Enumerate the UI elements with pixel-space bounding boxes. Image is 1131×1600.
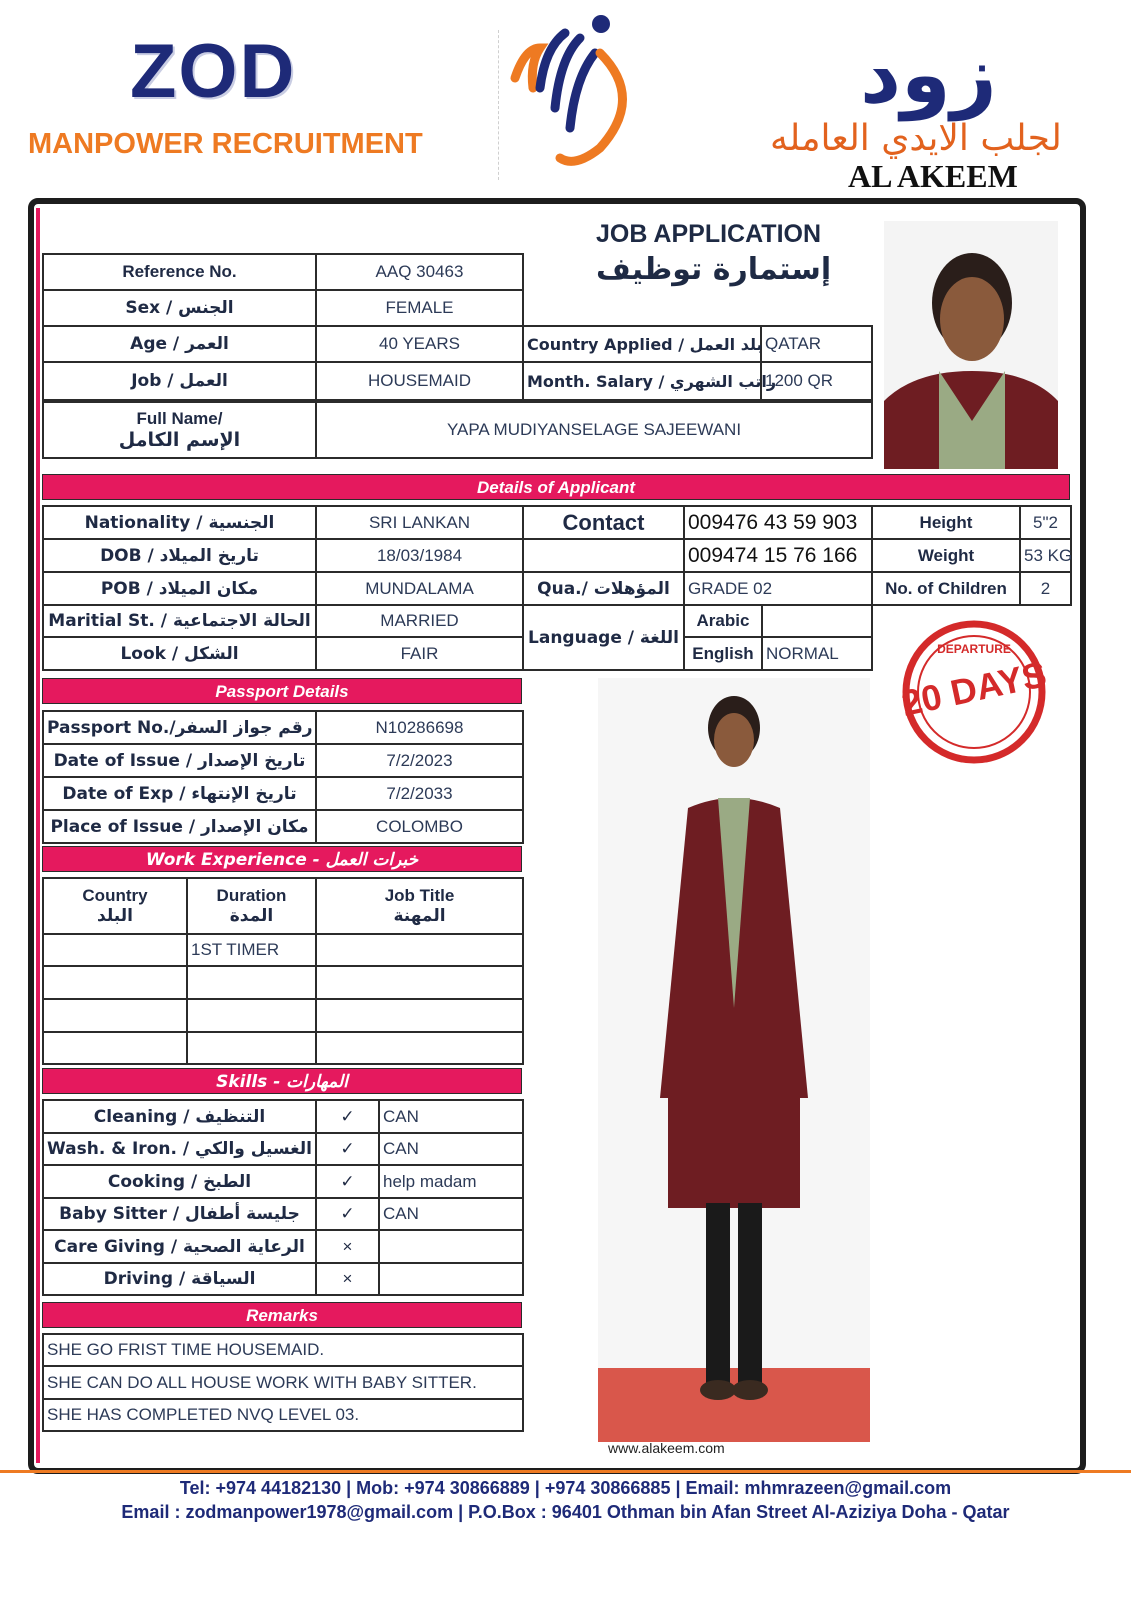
- exp-date-value: 7/2/2033: [316, 777, 523, 810]
- contact-empty-cell: [523, 539, 684, 572]
- qua-label: Qua./ المؤهلات: [523, 572, 684, 605]
- height-value: 5"2: [1020, 506, 1071, 539]
- passport-table: [42, 710, 524, 844]
- arabic-value: [762, 605, 872, 637]
- passport-no-value: N10286698: [316, 711, 523, 744]
- issue-place-label: Place of Issue / مكان الإصدار: [43, 810, 316, 843]
- skill-value: [379, 1230, 523, 1263]
- weight-label: Weight: [872, 539, 1020, 572]
- marital-label: Maritial St. / الحالة الاجتماعية: [43, 605, 316, 637]
- fullname-label-ar: الإسم الكامل: [118, 429, 241, 451]
- stamp-top-text: DEPARTURE: [937, 642, 1011, 656]
- skill-value: CAN: [379, 1100, 523, 1133]
- fullname-label-en: Full Name/: [136, 409, 223, 428]
- nationality-value: SRI LANKAN: [316, 506, 523, 539]
- age-label: Age / العمر: [43, 326, 316, 362]
- remark-row: SHE HAS COMPLETED NVQ LEVEL 03.: [43, 1399, 523, 1431]
- skill-label: Driving / السياقة: [43, 1263, 316, 1295]
- children-value: 2: [1020, 572, 1071, 605]
- skill-label: Cleaning / التنظيف: [43, 1100, 316, 1133]
- dob-value: 18/03/1984: [316, 539, 523, 572]
- skill-label: Baby Sitter / جليسة أطفال: [43, 1198, 316, 1230]
- work-experience-table: [42, 877, 524, 1065]
- work-title-ar: المهنة: [393, 906, 446, 926]
- skill-label: Wash. & Iron. / الغسيل والكي: [43, 1133, 316, 1165]
- skills-bar: Skills - المهارات: [42, 1068, 522, 1094]
- arabic-label: Arabic: [684, 605, 762, 637]
- issue-place-value: COLOMBO: [316, 810, 523, 843]
- brand-al-akeem: AL AKEEM: [848, 158, 1018, 194]
- english-label: English: [684, 637, 762, 670]
- skill-value: CAN: [379, 1133, 523, 1165]
- country-salary-table: [522, 325, 873, 401]
- remarks-table: [42, 1333, 524, 1432]
- sex-value: FEMALE: [316, 290, 523, 326]
- footer-contact-line1: Tel: +974 44182130 | Mob: +974 30866889 | +974 30866885 | Email: mhmrazeen@gmail.com: [179, 1478, 952, 1498]
- skill-value: CAN: [379, 1198, 523, 1230]
- skill-label: Care Giving / الرعاية الصحية: [43, 1230, 316, 1263]
- contact-value-1: 009476 43 59 903: [684, 506, 872, 539]
- brand-subtitle-arabic: لجلب الايدي العامله: [770, 118, 1062, 159]
- skill-mark: ×: [316, 1263, 379, 1295]
- skill-value: [379, 1263, 523, 1295]
- work-duration-ar: المدة: [229, 906, 274, 926]
- work-country-en: Country: [82, 886, 148, 905]
- work-country-ar: البلد: [97, 906, 133, 926]
- work-row-country: [43, 1032, 187, 1064]
- work-row-title: [316, 966, 523, 999]
- contact-label: Contact: [523, 506, 684, 539]
- work-row-duration: 1ST TIMER: [187, 934, 316, 966]
- dob-label: DOB / تاريخ الميلاد: [43, 539, 316, 572]
- stamp-main-text: 20 DAYS: [897, 653, 1050, 724]
- pob-value: MUNDALAMA: [316, 572, 523, 605]
- form-title: JOB APPLICATION: [596, 220, 822, 248]
- header-divider: [498, 30, 500, 180]
- remark-row: SHE GO FRIST TIME HOUSEMAID.: [43, 1334, 523, 1366]
- children-label: No. of Children: [872, 572, 1020, 605]
- salary-label: Month. Salary / راتب الشهري: [523, 362, 761, 400]
- look-label: Look / الشكل: [43, 637, 316, 670]
- skill-value: help madam: [379, 1165, 523, 1198]
- full-body-photo: [598, 678, 870, 1442]
- english-value: NORMAL: [762, 637, 872, 670]
- work-title-en: Job Title: [384, 886, 455, 905]
- brand-name: ZOD: [130, 29, 297, 114]
- portrait-person-icon: [884, 221, 1058, 469]
- work-row-duration: [187, 999, 316, 1032]
- work-duration-en: Duration: [216, 886, 287, 905]
- work-row-country: [43, 999, 187, 1032]
- contact-value-2: 009474 15 76 166: [684, 539, 872, 572]
- weight-value: 53 KG: [1020, 539, 1071, 572]
- work-row-title: [316, 999, 523, 1032]
- skills-table: [42, 1099, 524, 1296]
- work-row-country: [43, 966, 187, 999]
- footer-divider: [0, 1470, 1131, 1473]
- footer-contact-line2: Email : zodmanpower1978@gmail.com | P.O.Box : 96401 Othman bin Afan Street Al-Aziziya Doha - Qatar: [121, 1502, 1010, 1522]
- pob-label: POB / مكان الميلاد: [43, 572, 316, 605]
- fullname-label: [43, 402, 316, 458]
- skill-label: Cooking / الطبخ: [43, 1165, 316, 1198]
- country-value: QATAR: [761, 326, 872, 362]
- reference-table: [42, 253, 524, 401]
- work-row-duration: [187, 1032, 316, 1064]
- skill-mark: ×: [316, 1230, 379, 1263]
- company-logo-icon: [505, 8, 645, 188]
- reference-value: AAQ 30463: [316, 254, 523, 290]
- passport-bar: Passport Details: [42, 678, 522, 704]
- reference-label: Reference No.: [43, 254, 316, 290]
- height-label: Height: [872, 506, 1020, 539]
- work-row-country: [43, 934, 187, 966]
- fullname-value: YAPA MUDIYANSELAGE SAJEEWANI: [316, 402, 872, 458]
- job-value: HOUSEMAID: [316, 362, 523, 400]
- full-body-person-icon: [598, 678, 870, 1442]
- brand-subtitle: MANPOWER RECRUITMENT: [28, 128, 423, 160]
- work-duration-header: [187, 878, 316, 934]
- remark-row: SHE CAN DO ALL HOUSE WORK WITH BABY SITTER.: [43, 1366, 523, 1399]
- work-country-header: [43, 878, 187, 934]
- form-title-arabic: إستمارة توظيف: [596, 252, 832, 287]
- fullname-table: [42, 401, 873, 459]
- salary-value: 1200 QR: [761, 362, 872, 400]
- issue-date-value: 7/2/2023: [316, 744, 523, 777]
- look-value: FAIR: [316, 637, 523, 670]
- language-label: Language / اللغة: [523, 605, 684, 670]
- exp-date-label: Date of Exp / تاريخ الإنتهاء: [43, 777, 316, 810]
- work-row-title: [316, 934, 523, 966]
- brand-name-arabic: زود: [860, 28, 997, 121]
- age-value: 40 YEARS: [316, 326, 523, 362]
- skill-mark: ✓: [316, 1100, 379, 1133]
- skill-mark: ✓: [316, 1133, 379, 1165]
- remarks-bar: Remarks: [42, 1302, 522, 1328]
- marital-value: MARRIED: [316, 605, 523, 637]
- departure-stamp: [897, 618, 1050, 766]
- work-title-header: [316, 878, 523, 934]
- portrait-photo: [884, 221, 1058, 469]
- website-url: www.alakeem.com: [608, 1440, 725, 1456]
- work-row-title: [316, 1032, 523, 1064]
- work-row-duration: [187, 966, 316, 999]
- nationality-label: Nationality / الجنسية: [43, 506, 316, 539]
- frame-accent-edge: [36, 208, 40, 1463]
- country-label: Country Applied / بلد العمل: [523, 326, 761, 362]
- issue-date-label: Date of Issue / تاريخ الإصدار: [43, 744, 316, 777]
- sex-label: Sex / الجنس: [43, 290, 316, 326]
- work-experience-bar: Work Experience - خبرات العمل: [42, 846, 522, 872]
- skill-mark: ✓: [316, 1198, 379, 1230]
- job-label: Job / العمل: [43, 362, 316, 400]
- details-bar: Details of Applicant: [42, 474, 1070, 500]
- qua-value: GRADE 02: [684, 572, 872, 605]
- skill-mark: ✓: [316, 1165, 379, 1198]
- passport-no-label: Passport No./رقم جواز السفر: [43, 711, 316, 744]
